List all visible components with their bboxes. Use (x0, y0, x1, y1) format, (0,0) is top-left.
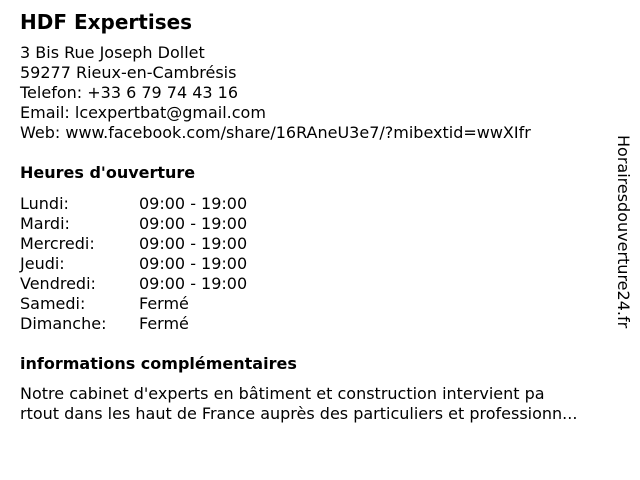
day-hours: 09:00 - 19:00 (139, 254, 248, 273)
day-label: Vendredi: (20, 274, 96, 293)
description-line-1: Notre cabinet d'experts en bâtiment et construction intervient pa (20, 384, 545, 403)
contact-block (20, 43, 531, 143)
web-line: Web: www.facebook.com/share/16RAneU3e7/?mibextid=wwXIfr (20, 123, 531, 142)
additional-info-heading: informations complémentaires (20, 354, 297, 373)
address-city: 59277 Rieux-en-Cambrésis (20, 63, 237, 82)
day-label: Samedi: (20, 294, 86, 313)
day-label: Lundi: (20, 194, 69, 213)
phone-line: Telefon: +33 6 79 74 43 16 (20, 83, 239, 102)
day-hours: 09:00 - 19:00 (139, 194, 248, 213)
day-label: Mardi: (20, 214, 70, 233)
day-label: Dimanche: (20, 314, 107, 333)
day-hours: 09:00 - 19:00 (139, 274, 248, 293)
day-hours: 09:00 - 19:00 (139, 214, 248, 233)
day-label: Mercredi: (20, 234, 95, 253)
address-street: 3 Bis Rue Joseph Dollet (20, 43, 205, 62)
day-hours: Fermé (139, 314, 189, 333)
opening-hours-heading: Heures d'ouverture (20, 163, 196, 182)
day-hours: 09:00 - 19:00 (139, 234, 248, 253)
business-name: HDF Expertises (20, 10, 193, 34)
email-line: Email: lcexpertbat@gmail.com (20, 103, 266, 122)
site-watermark: Horairesdouverture24.fr (614, 135, 633, 329)
day-label: Jeudi: (20, 254, 65, 273)
day-hours: Fermé (139, 294, 189, 313)
description-line-2: rtout dans les haut de France auprès des particuliers et professionn... (20, 404, 578, 423)
additional-info-text (20, 384, 630, 424)
